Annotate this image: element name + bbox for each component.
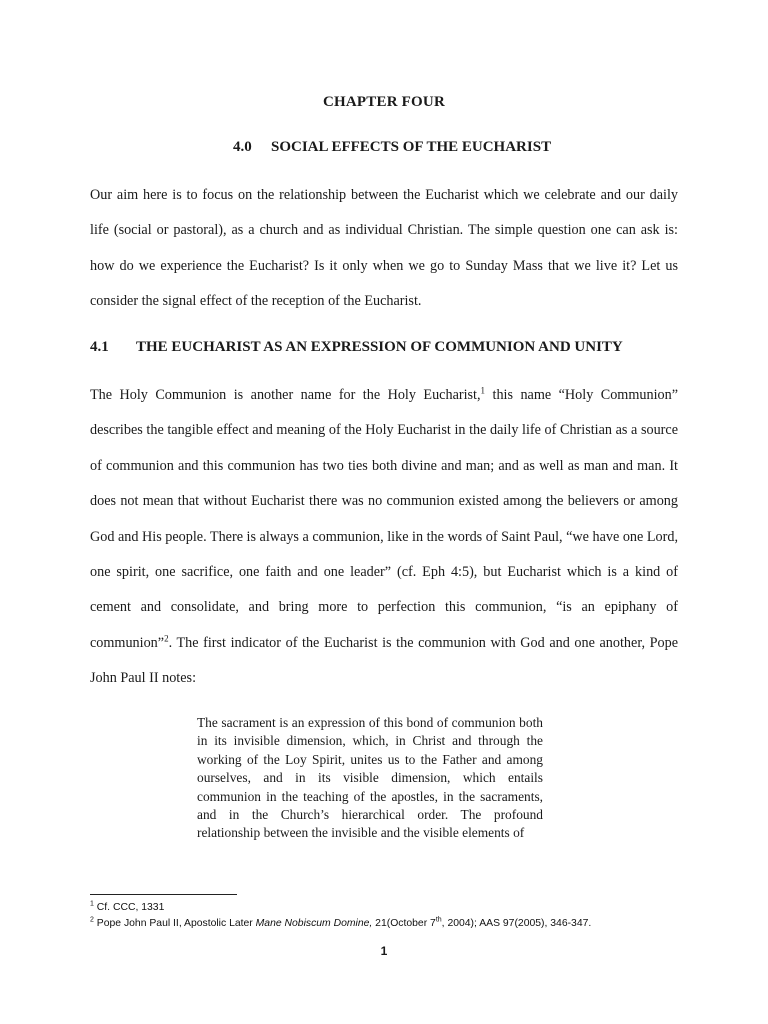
footnote-text: 21(October 7 — [372, 918, 436, 929]
footnote-marker: 1 — [90, 900, 94, 908]
footnote-2 — [90, 916, 710, 932]
section-heading-4-1 — [90, 339, 623, 356]
footnote-text: , 2004); AAS 97(2005), 346-347. — [441, 918, 592, 929]
page-number: 1 — [380, 944, 388, 958]
footnote-ref-1: 1 — [480, 385, 486, 396]
footnote-ref-2: 2 — [164, 633, 169, 644]
footnote-marker: 2 — [90, 916, 94, 924]
footnotes — [90, 900, 710, 932]
block-quote: The sacrament is an expression of this bond of communion both in its invisible dimension, which, in Christ and through the working of the Loy Spirit, unites us to the Father and among ourselves, and in its visible dimension, which entails communion in the teaching of the apostles, in the sacraments, and in the Church’s hierarchical order. The profound relationship between the invisible and the visible elements of — [197, 715, 543, 841]
footnote-separator — [90, 894, 237, 895]
paragraph-aim: Our aim here is to focus on the relationship between the Eucharist which we celebrate and our daily life (social or pastoral), as a church and as individual Christian. The simple question one can ask is: how do we experience the Eucharist? Is it only when we go to Sunday Mass that we live it? Let us consider the signal effect of the reception of the Eucharist. — [90, 187, 678, 310]
section-title: THE EUCHARIST AS AN EXPRESSION OF COMMUNION AND UNITY — [136, 339, 623, 355]
paragraph-holy-communion — [90, 378, 678, 697]
paragraph-text: . The first indicator of the Eucharist is the communion with God and one another, Pope John Paul II notes: — [90, 634, 678, 687]
footnote-text: Pope John Paul II, Apostolic Later — [93, 918, 256, 929]
footnote-text: Cf. CCC, 1331 — [93, 902, 165, 913]
section-title: SOCIAL EFFECTS OF THE EUCHARIST — [271, 139, 552, 155]
footnote-ordinal: th — [435, 916, 442, 924]
footnote-italic-title: Mane Nobiscum Domine, — [255, 918, 373, 929]
chapter-title: CHAPTER FOUR — [323, 94, 445, 110]
paragraph-text: this name “Holy Communion” describes the tangible effect and meaning of the Holy Eucharist in the daily life of Christian as a source of communion and this communion has two ties both divine and man; and as well as man and man. It does not mean that without Eucharist there was no communion existed among the believers or among God and His people. There is always a communion, like in the words of Saint Paul, “we have one Lord, one spirit, one sacrifice, one faith and one leader” (cf. Eph 4:5), but Eucharist which is a kind of cement and consolidate, and bring more to perfection this communion, “is an epiphany of communion” — [90, 387, 678, 651]
paragraph-text: The Holy Communion is another name for the Holy Eucharist, — [90, 387, 481, 403]
section-number: 4.1 — [90, 339, 109, 355]
section-number: 4.0 — [233, 139, 252, 155]
footnote-1 — [90, 900, 710, 916]
section-heading-4-0 — [233, 139, 551, 156]
